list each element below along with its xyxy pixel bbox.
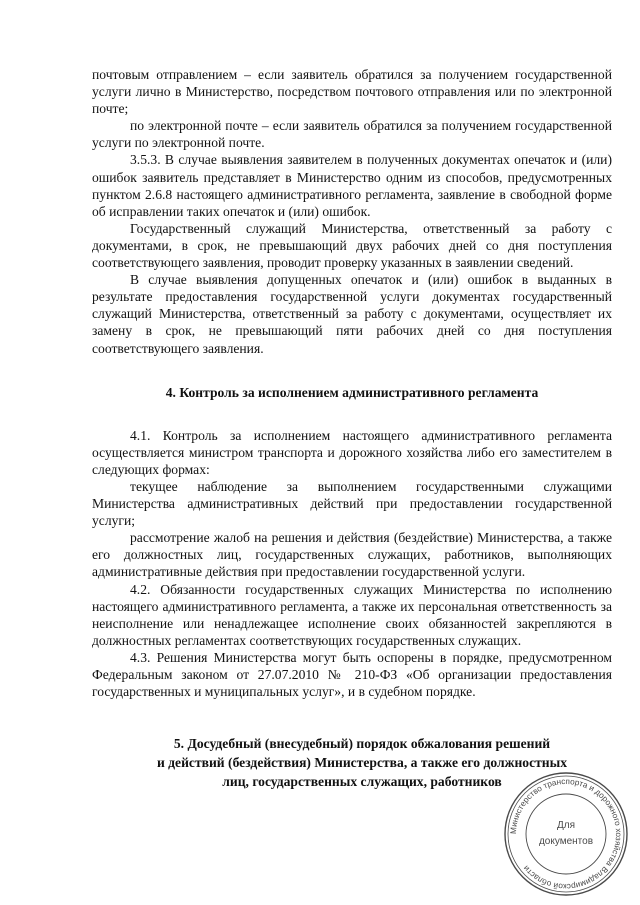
section-5-heading-line-3: лиц, государственных служащих, работников — [222, 774, 502, 790]
paragraph-replacement: В случае выявления допущенных опечаток и (или) ошибок в выданных в результате предоставления государственной услуги документах государственный служащий Министерства, ответственный за работу с документами, осуществляет их замену в срок, не превышающий пяти рабочих дней со дня поступления соответствующего заявления. — [92, 272, 612, 356]
paragraph-current-monitoring: текущее наблюдение за выполнением государственными служащими Министерства административных действий при предоставлении государственной услуги; — [92, 478, 612, 529]
seal-ring-text: Министерство транспорта и дорожного хозяйства Владимирской области — [508, 776, 624, 892]
seal-center-line-1: Для — [556, 820, 576, 831]
official-seal-stamp — [502, 770, 630, 898]
section-4-heading: 4. Контроль за исполнением административного регламента — [165, 384, 539, 400]
paragraph-3-5-3: 3.5.3. В случае выявления заявителем в полученных документах опечаток и (или) ошибок заявитель представляет в Министерство одним из способов, предусмотренных пунктом 2.6.8 настоящего административного регламента, заявление в свободной форме об исправлении таких опечаток и (или) ошибок. — [92, 152, 612, 219]
paragraph-4-2: 4.2. Обязанности государственных служащих Министерства по исполнению настоящего административного регламента, а также их персональная ответственность за неисполнение или ненадлежащее исполнение своих обязанностей закрепляются в должностных регламентах соответствующих государственных служащих. — [92, 581, 612, 648]
section-5-heading-line-2: и действий (бездействия) Министерства, а также его должностных — [156, 755, 568, 771]
seal-center-line-2: документов — [538, 836, 594, 847]
section-5-heading-line-1: 5. Досудебный (внесудебный) порядок обжалования решений — [173, 736, 551, 752]
paragraph-verification: Государственный служащий Министерства, ответственный за работу с документами, в срок, не превышающий двух рабочих дней со дня поступления соответствующего заявления, проводит проверку указанных в заявлении сведений. — [92, 220, 612, 271]
document-page — [92, 66, 612, 791]
paragraph-complaints-review: рассмотрение жалоб на решения и действия (бездействие) Министерства, а также его должностных лиц, государственных служащих, работников, выполняющих административные действия при предоставлении государственной услуги. — [92, 530, 612, 580]
paragraph-4-3: 4.3. Решения Министерства могут быть оспорены в порядке, предусмотренном Федеральным законом от 27.07.2010 № 210-ФЗ «Об организации предоставления государственных и муниципальных услуг», и в судебном порядке. — [92, 649, 612, 700]
paragraph-4-1: 4.1. Контроль за исполнением настоящего административного регламента осуществляется министром транспорта и дорожного хозяйства либо его заместителем в следующих формах: — [92, 427, 612, 477]
paragraph-email-delivery: по электронной почте – если заявитель обратился за получением государственной услуги по электронной почте. — [92, 118, 612, 151]
paragraph-postal-delivery: почтовым отправлением – если заявитель обратился за получением государственной услуги лично в Министерство, посредством почтового отправления или по электронной почте; — [92, 67, 612, 117]
